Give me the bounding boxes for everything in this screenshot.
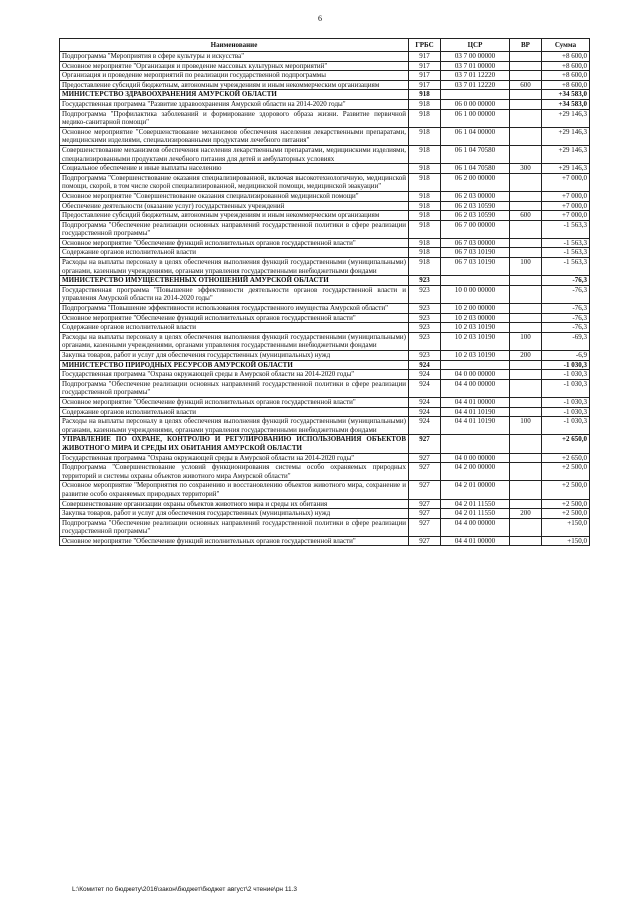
row-vr-cell: 600 — [510, 211, 542, 221]
row-name-cell: Подпрограмма "Повышение эффективности использования государственного имущества Амурской области" — [60, 304, 409, 314]
row-csr-cell: 06 7 03 00000 — [441, 238, 510, 248]
row-grbs-cell: 924 — [409, 407, 441, 417]
table-row — [60, 407, 590, 417]
table-row — [60, 370, 590, 380]
row-name-cell: Расходы на выплаты персоналу в целях обеспечения выполнения функций государственными (муниципальными) органами, казенными учреждениями, органами управления государственными внебюджетными фондами — [60, 332, 409, 350]
row-grbs-cell: 924 — [409, 417, 441, 435]
row-grbs-cell: 927 — [409, 536, 441, 546]
row-name-cell: Социальное обеспечение и иные выплаты населению — [60, 164, 409, 174]
row-vr-cell — [510, 463, 542, 481]
table-body — [60, 52, 590, 546]
row-csr-cell: 10 2 00 00000 — [441, 304, 510, 314]
row-grbs-cell: 924 — [409, 360, 441, 370]
row-csr-cell: 10 2 03 10190 — [441, 323, 510, 333]
row-sum-cell: -1 030,3 — [542, 397, 590, 407]
row-grbs-cell: 923 — [409, 304, 441, 314]
row-vr-cell: 300 — [510, 164, 542, 174]
row-vr-cell: 100 — [510, 258, 542, 276]
table-row — [60, 481, 590, 499]
row-sum-cell: -1 030,3 — [542, 370, 590, 380]
row-sum-cell: +29 146,3 — [542, 145, 590, 163]
table-row — [60, 145, 590, 163]
row-sum-cell: -1 030,3 — [542, 417, 590, 435]
row-grbs-cell: 917 — [409, 80, 441, 90]
row-grbs-cell: 924 — [409, 370, 441, 380]
table-header-row — [60, 39, 590, 52]
row-name-cell: Государственная программа "Охрана окружающей среды в Амурской области на 2014-2020 годы" — [60, 453, 409, 463]
row-sum-cell: +29 146,3 — [542, 127, 590, 145]
row-csr-cell: 04 4 01 10190 — [441, 417, 510, 435]
row-name-cell: Основное мероприятие "Обеспечение функций исполнительных органов государственной власти" — [60, 397, 409, 407]
table-row — [60, 453, 590, 463]
row-csr-cell: 06 2 03 10590 — [441, 201, 510, 211]
header-sum: Сумма — [542, 39, 590, 52]
table-row — [60, 351, 590, 361]
row-sum-cell: +2 650,0 — [542, 453, 590, 463]
row-sum-cell: -69,3 — [542, 332, 590, 350]
row-vr-cell — [510, 238, 542, 248]
row-sum-cell: -1 030,3 — [542, 407, 590, 417]
row-csr-cell: 04 4 00 00000 — [441, 518, 510, 536]
row-grbs-cell: 918 — [409, 90, 441, 100]
row-vr-cell — [510, 99, 542, 109]
row-csr-cell: 04 2 01 00000 — [441, 481, 510, 499]
table-row — [60, 285, 590, 303]
table-row — [60, 220, 590, 238]
row-name-cell: Содержание органов исполнительной власти — [60, 248, 409, 258]
row-grbs-cell: 918 — [409, 173, 441, 191]
table-row — [60, 127, 590, 145]
row-grbs-cell: 917 — [409, 61, 441, 71]
row-vr-cell — [510, 90, 542, 100]
row-name-cell: Закупка товаров, работ и услуг для обеспечения государственных (муниципальных) нужд — [60, 509, 409, 519]
row-csr-cell: 04 4 01 00000 — [441, 536, 510, 546]
row-csr-cell: 03 7 00 00000 — [441, 52, 510, 62]
row-sum-cell: +2 500,0 — [542, 481, 590, 499]
table-row — [60, 397, 590, 407]
row-vr-cell — [510, 435, 542, 453]
row-grbs-cell: 918 — [409, 99, 441, 109]
row-sum-cell: -76,3 — [542, 313, 590, 323]
row-sum-cell: +2 500,0 — [542, 499, 590, 509]
row-grbs-cell: 918 — [409, 201, 441, 211]
row-sum-cell: +2 500,0 — [542, 509, 590, 519]
row-csr-cell: 04 4 01 00000 — [441, 397, 510, 407]
file-path-footer: L:\Комитет по бюджету\2016\закон\бюджет\бюджет август\2 чтение\рн 11.3 — [72, 886, 297, 893]
row-name-cell: Содержание органов исполнительной власти — [60, 323, 409, 333]
row-name-cell: Подпрограмма "Совершенствование условий функционирования системы особо охраняемых природных территорий и системы охраны объектов животного мира Амурской области" — [60, 463, 409, 481]
row-sum-cell: -1 030,3 — [542, 379, 590, 397]
row-csr-cell: 06 1 00 00000 — [441, 109, 510, 127]
table-row — [60, 99, 590, 109]
row-csr-cell — [441, 276, 510, 286]
table-row — [60, 379, 590, 397]
row-grbs-cell: 927 — [409, 509, 441, 519]
row-name-cell: Расходы на выплаты персоналу в целях обеспечения выполнения функций государственными (муниципальными) органами, казенными учреждениями, органами управления государственными внебюджетными фондами — [60, 258, 409, 276]
row-vr-cell — [510, 276, 542, 286]
row-grbs-cell: 927 — [409, 518, 441, 536]
row-csr-cell: 04 2 00 00000 — [441, 463, 510, 481]
row-grbs-cell: 917 — [409, 52, 441, 62]
table-row — [60, 248, 590, 258]
row-sum-cell: -1 563,3 — [542, 258, 590, 276]
row-name-cell: Совершенствование организации охраны объектов животного мира и среды их обитания — [60, 499, 409, 509]
row-vr-cell: 100 — [510, 332, 542, 350]
row-vr-cell — [510, 145, 542, 163]
row-sum-cell: +8 600,0 — [542, 80, 590, 90]
row-sum-cell: -76,3 — [542, 276, 590, 286]
header-grbs: ГРБС — [409, 39, 441, 52]
row-sum-cell: +29 146,3 — [542, 109, 590, 127]
row-csr-cell: 06 2 00 00000 — [441, 173, 510, 191]
row-sum-cell: -76,3 — [542, 304, 590, 314]
table-row — [60, 191, 590, 201]
row-name-cell: Основное мероприятие "Обеспечение функций исполнительных органов государственной власти" — [60, 536, 409, 546]
row-csr-cell: 03 7 01 00000 — [441, 61, 510, 71]
row-sum-cell: -1 030,3 — [542, 360, 590, 370]
table-row — [60, 61, 590, 71]
row-name-cell: Основное мероприятие "Мероприятия по сохранению и восстановлению объектов животного мира, сохранение и развитие особо охраняемых природных территорий" — [60, 481, 409, 499]
row-vr-cell — [510, 323, 542, 333]
row-name-cell: Подпрограмма "Обеспечение реализации основных направлений государственной политики в сфере реализации государственной программы" — [60, 518, 409, 536]
row-name-cell: Основное мероприятие "Совершенствование оказания специализированной медицинской помощи" — [60, 191, 409, 201]
table-row — [60, 518, 590, 536]
table-row — [60, 173, 590, 191]
row-csr-cell: 04 0 00 00000 — [441, 453, 510, 463]
row-sum-cell: +150,0 — [542, 536, 590, 546]
row-grbs-cell: 923 — [409, 332, 441, 350]
table-row — [60, 435, 590, 453]
row-vr-cell — [510, 61, 542, 71]
row-sum-cell: -76,3 — [542, 285, 590, 303]
table-row — [60, 211, 590, 221]
row-sum-cell: +7 000,0 — [542, 191, 590, 201]
row-vr-cell — [510, 499, 542, 509]
row-csr-cell: 04 0 00 00000 — [441, 370, 510, 380]
row-sum-cell: +2 650,0 — [542, 435, 590, 453]
row-grbs-cell: 927 — [409, 453, 441, 463]
row-name-cell: Подпрограмма "Мероприятия в сфере культуры и искусства" — [60, 52, 409, 62]
header-name: Наименование — [60, 39, 409, 52]
row-grbs-cell: 918 — [409, 191, 441, 201]
row-grbs-cell: 923 — [409, 276, 441, 286]
row-name-cell: МИНИСТЕРСТВО ЗДРАВООХРАНЕНИЯ АМУРСКОЙ ОБЛАСТИ — [60, 90, 409, 100]
row-csr-cell: 03 7 01 12220 — [441, 80, 510, 90]
row-csr-cell: 06 7 03 10190 — [441, 248, 510, 258]
row-grbs-cell: 924 — [409, 397, 441, 407]
row-name-cell: Основное мероприятие "Организация и проведение массовых культурных мероприятий" — [60, 61, 409, 71]
row-csr-cell: 10 2 03 10190 — [441, 332, 510, 350]
row-sum-cell: +8 600,0 — [542, 52, 590, 62]
row-name-cell: МИНИСТЕРСТВО ПРИРОДНЫХ РЕСУРСОВ АМУРСКОЙ ОБЛАСТИ — [60, 360, 409, 370]
table-row — [60, 80, 590, 90]
row-vr-cell: 200 — [510, 351, 542, 361]
row-vr-cell — [510, 191, 542, 201]
row-grbs-cell: 918 — [409, 211, 441, 221]
row-vr-cell: 600 — [510, 80, 542, 90]
row-name-cell: Содержание органов исполнительной власти — [60, 407, 409, 417]
row-sum-cell: +150,0 — [542, 518, 590, 536]
row-grbs-cell: 918 — [409, 258, 441, 276]
row-name-cell: Обеспечение деятельности (оказание услуг) государственных учреждений — [60, 201, 409, 211]
row-name-cell: Государственная программа "Охрана окружающей среды в Амурской области на 2014-2020 годы" — [60, 370, 409, 380]
row-sum-cell: -76,3 — [542, 323, 590, 333]
row-grbs-cell: 918 — [409, 238, 441, 248]
table-row — [60, 332, 590, 350]
row-sum-cell: +34 583,0 — [542, 99, 590, 109]
row-grbs-cell: 923 — [409, 313, 441, 323]
row-vr-cell — [510, 370, 542, 380]
row-grbs-cell: 927 — [409, 463, 441, 481]
row-vr-cell — [510, 313, 542, 323]
row-vr-cell — [510, 360, 542, 370]
table-row — [60, 313, 590, 323]
row-grbs-cell: 927 — [409, 481, 441, 499]
row-name-cell: Предоставление субсидий бюджетным, автономным учреждениям и иным некоммерческим организациям — [60, 211, 409, 221]
row-vr-cell — [510, 304, 542, 314]
table-row — [60, 201, 590, 211]
table-row — [60, 417, 590, 435]
row-grbs-cell: 917 — [409, 71, 441, 81]
row-vr-cell — [510, 109, 542, 127]
row-sum-cell: +34 583,0 — [542, 90, 590, 100]
table-row — [60, 304, 590, 314]
row-sum-cell: +7 000,0 — [542, 211, 590, 221]
row-csr-cell: 06 7 03 10190 — [441, 258, 510, 276]
row-vr-cell — [510, 220, 542, 238]
table-row — [60, 109, 590, 127]
row-vr-cell — [510, 52, 542, 62]
row-vr-cell — [510, 201, 542, 211]
table-row — [60, 360, 590, 370]
header-vr: ВР — [510, 39, 542, 52]
row-csr-cell: 06 1 04 70580 — [441, 164, 510, 174]
table-row — [60, 71, 590, 81]
row-grbs-cell: 927 — [409, 499, 441, 509]
row-name-cell: Государственная программа "Развитие здравоохранения Амурской области на 2014-2020 годы" — [60, 99, 409, 109]
row-vr-cell: 100 — [510, 417, 542, 435]
row-csr-cell: 03 7 01 12220 — [441, 71, 510, 81]
row-grbs-cell: 918 — [409, 220, 441, 238]
row-vr-cell — [510, 453, 542, 463]
table-row — [60, 463, 590, 481]
row-vr-cell — [510, 397, 542, 407]
row-csr-cell: 04 2 01 11550 — [441, 509, 510, 519]
row-csr-cell: 04 4 01 10190 — [441, 407, 510, 417]
row-csr-cell: 04 2 01 11550 — [441, 499, 510, 509]
budget-table — [59, 38, 590, 546]
row-csr-cell: 06 1 04 00000 — [441, 127, 510, 145]
row-vr-cell — [510, 379, 542, 397]
row-name-cell: Подпрограмма "Совершенствование оказания специализированной, включая высокотехнологичную, медицинской помощи, скорой, в том числе скорой специализированной, медицинской помощи, медицинской эвакуации" — [60, 173, 409, 191]
table-row — [60, 90, 590, 100]
row-grbs-cell: 918 — [409, 145, 441, 163]
row-vr-cell — [510, 285, 542, 303]
row-name-cell: Организация и проведение мероприятий по реализации государственной подпрограммы — [60, 71, 409, 81]
row-sum-cell: -1 563,3 — [542, 220, 590, 238]
row-sum-cell: +7 000,0 — [542, 173, 590, 191]
row-name-cell: Государственная программа "Повышение эффективности деятельности органов государственной власти и управления Амурской области на 2014-2020 годы" — [60, 285, 409, 303]
page-number: 6 — [318, 14, 322, 23]
row-sum-cell: -1 563,3 — [542, 248, 590, 258]
row-grbs-cell: 918 — [409, 109, 441, 127]
row-vr-cell — [510, 173, 542, 191]
row-csr-cell — [441, 360, 510, 370]
row-csr-cell: 10 0 00 00000 — [441, 285, 510, 303]
row-grbs-cell: 918 — [409, 127, 441, 145]
row-vr-cell — [510, 536, 542, 546]
header-csr: ЦСР — [441, 39, 510, 52]
table-row — [60, 323, 590, 333]
row-csr-cell — [441, 90, 510, 100]
row-sum-cell: +2 500,0 — [542, 463, 590, 481]
row-grbs-cell: 923 — [409, 351, 441, 361]
table-row — [60, 536, 590, 546]
row-name-cell: Подпрограмма "Обеспечение реализации основных направлений государственной политики в сфере реализации государственной программы" — [60, 220, 409, 238]
row-vr-cell — [510, 407, 542, 417]
row-csr-cell — [441, 435, 510, 453]
row-sum-cell: +8 600,0 — [542, 71, 590, 81]
row-name-cell: Основное мероприятие "Обеспечение функций исполнительных органов государственной власти" — [60, 238, 409, 248]
row-sum-cell: +8 600,0 — [542, 61, 590, 71]
row-csr-cell: 06 2 03 00000 — [441, 191, 510, 201]
row-csr-cell: 06 0 00 00000 — [441, 99, 510, 109]
row-vr-cell: 200 — [510, 509, 542, 519]
row-name-cell: УПРАВЛЕНИЕ ПО ОХРАНЕ, КОНТРОЛЮ И РЕГУЛИРОВАНИЮ ИСПОЛЬЗОВАНИЯ ОБЪЕКТОВ ЖИВОТНОГО МИРА И СРЕДЫ ИХ ОБИТАНИЯ АМУРСКОЙ ОБЛАСТИ — [60, 435, 409, 453]
row-grbs-cell: 923 — [409, 285, 441, 303]
row-name-cell: Основное мероприятие "Обеспечение функций исполнительных органов государственной власти" — [60, 313, 409, 323]
row-csr-cell: 06 2 03 10590 — [441, 211, 510, 221]
row-grbs-cell: 924 — [409, 379, 441, 397]
row-name-cell: Совершенствование механизмов обеспечения населения лекарственными препаратами, медицинскими изделиями, специализированными продуктами лечебного питания для детей и амбулаторных условиях — [60, 145, 409, 163]
row-grbs-cell: 918 — [409, 164, 441, 174]
row-name-cell: Расходы на выплаты персоналу в целях обеспечения выполнения функций государственными (муниципальными) органами, казенными учреждениями, органами управления государственными внебюджетными фондами — [60, 417, 409, 435]
row-vr-cell — [510, 248, 542, 258]
table-row — [60, 509, 590, 519]
row-grbs-cell: 918 — [409, 248, 441, 258]
row-name-cell: Закупка товаров, работ и услуг для обеспечения государственных (муниципальных) нужд — [60, 351, 409, 361]
row-name-cell: Предоставление субсидий бюджетным, автономным учреждениям и иным некоммерческим организациям — [60, 80, 409, 90]
row-grbs-cell: 923 — [409, 323, 441, 333]
row-name-cell: Подпрограмма "Профилактика заболеваний и формирование здорового образа жизни. Развитие первичной медико-санитарной помощи" — [60, 109, 409, 127]
table-row — [60, 258, 590, 276]
table-row — [60, 499, 590, 509]
row-sum-cell: -1 563,3 — [542, 238, 590, 248]
row-name-cell: Подпрограмма "Обеспечение реализации основных направлений государственной политики в сфере реализации государственной программы" — [60, 379, 409, 397]
row-vr-cell — [510, 127, 542, 145]
row-csr-cell: 10 2 03 10190 — [441, 351, 510, 361]
row-csr-cell: 06 1 04 70580 — [441, 145, 510, 163]
row-sum-cell: -6,9 — [542, 351, 590, 361]
table-row — [60, 164, 590, 174]
table-row — [60, 276, 590, 286]
table-row — [60, 238, 590, 248]
row-vr-cell — [510, 518, 542, 536]
row-grbs-cell: 927 — [409, 435, 441, 453]
row-vr-cell — [510, 481, 542, 499]
row-csr-cell: 10 2 03 00000 — [441, 313, 510, 323]
row-csr-cell: 04 4 00 00000 — [441, 379, 510, 397]
row-sum-cell: +7 000,0 — [542, 201, 590, 211]
row-sum-cell: +29 146,3 — [542, 164, 590, 174]
row-csr-cell: 06 7 00 00000 — [441, 220, 510, 238]
row-vr-cell — [510, 71, 542, 81]
row-name-cell: МИНИСТЕРСТВО ИМУЩЕСТВЕННЫХ ОТНОШЕНИЙ АМУРСКОЙ ОБЛАСТИ — [60, 276, 409, 286]
row-name-cell: Основное мероприятие "Совершенствование механизмов обеспечения населения лекарственными препаратами, медицинскими изделиями, специализированными продуктами лечебного питания" — [60, 127, 409, 145]
table-row — [60, 52, 590, 62]
